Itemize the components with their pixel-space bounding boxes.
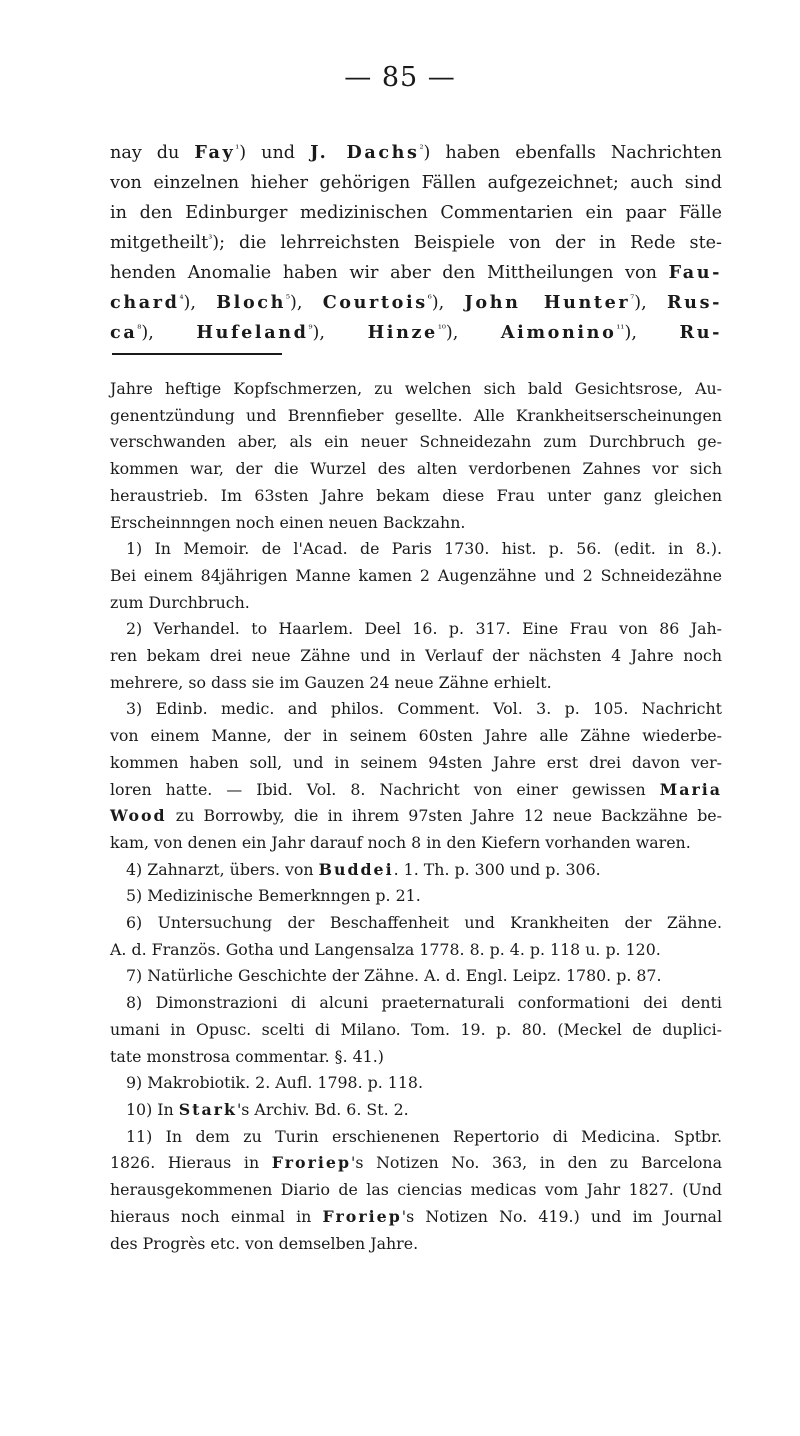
footnote-line: verschwanden aber, als ein neuer Schneidezahn zum Durchbruch ge- bbox=[110, 432, 722, 452]
author-name: Fay bbox=[194, 142, 236, 163]
footnote-line: umani in Opusc. scelti di Milano. Tom. 19. p. 80. (Meckel de duplici- bbox=[110, 1019, 722, 1039]
footnote-line: 1) In Memoir. de l'Acad. de Paris 1730. hist. p. 56. (edit. in 8.). bbox=[126, 539, 722, 559]
text-run: henden Anomalie haben wir aber den Mittheilungen von bbox=[110, 263, 669, 283]
footnote-ref: ⁵ bbox=[285, 294, 290, 305]
person-name: Stark bbox=[178, 1099, 237, 1119]
footnote-ref: ¹⁰ bbox=[437, 324, 446, 335]
footnote-ref: ⁸ bbox=[137, 324, 142, 335]
footnote-ref: ⁶ bbox=[427, 294, 432, 305]
footnote-line: 8) Dimonstrazioni di alcuni praeternaturali conformationi dei denti bbox=[126, 993, 722, 1013]
footnote-ref: ¹ bbox=[235, 144, 240, 155]
author-name: Ru- bbox=[679, 322, 722, 343]
text-run: 's Notizen No. 363, in den zu Barcelona bbox=[351, 1153, 722, 1173]
footnote-line: Jahre heftige Kopfschmerzen, zu welchen sich bald Gesichtsrose, Au- bbox=[110, 379, 722, 398]
text-run: 1826. Hieraus in bbox=[110, 1153, 272, 1173]
author-name: John Hunter bbox=[464, 292, 631, 313]
author-name: ca bbox=[110, 322, 138, 343]
author-name: Aimonino bbox=[500, 322, 617, 343]
text-run: ), bbox=[634, 293, 667, 313]
footnote-line: kommen haben soll, und in seinem 94sten Jahre erst drei davon ver- bbox=[110, 752, 722, 772]
footnote-ref: ⁹ bbox=[308, 324, 313, 335]
author-name: Fau- bbox=[668, 262, 722, 283]
author-name: Hufeland bbox=[196, 322, 309, 343]
text-run: loren hatte. — Ibid. Vol. 8. Nachricht von einer gewissen bbox=[110, 779, 660, 799]
text-run: ), bbox=[624, 323, 680, 343]
footnote-ref: ³ bbox=[208, 234, 213, 245]
footnote-line: 11) In dem zu Turin erschienenen Repertorio di Medicina. Sptbr. bbox=[126, 1126, 722, 1146]
main-text-line bbox=[110, 138, 722, 168]
footnote-line: des Progrès etc. von demselben Jahre. bbox=[110, 1233, 419, 1253]
main-text-line: in den Edinburger medizinischen Commentarien ein paar Fälle bbox=[110, 203, 722, 223]
footnote-line bbox=[110, 857, 722, 884]
text-run: ), bbox=[445, 323, 501, 343]
person-name: Froriep bbox=[322, 1206, 402, 1226]
footnote-line: von einem Manne, der in seinem 60sten Jahre alle Zähne wiederbe- bbox=[110, 726, 722, 746]
footnote-line: genentzündung und Brennfieber gesellte. Alle Krankheitserscheinungen bbox=[110, 405, 722, 425]
main-text-line bbox=[110, 288, 722, 318]
person-name: Wood bbox=[110, 806, 167, 826]
author-name: Rus- bbox=[666, 292, 722, 313]
text-run: 4) Zahnarzt, übers. von bbox=[126, 859, 319, 879]
footnote-line bbox=[110, 1097, 722, 1124]
footnote-line: zum Durchbruch. bbox=[110, 592, 250, 612]
footnote-line: ren bekam drei neue Zähne und in Verlauf der nächsten 4 Jahre noch bbox=[110, 646, 722, 666]
main-text-line: von einzelnen hieher gehörigen Fällen aufgezeichnet; auch sind bbox=[110, 173, 722, 193]
person-name: Froriep bbox=[271, 1153, 351, 1173]
text-run: ) und bbox=[239, 143, 311, 163]
footnote-line: 7) Natürliche Geschichte der Zähne. A. d. Engl. Leipz. 1780. p. 87. bbox=[126, 966, 662, 986]
footnote-line: Erscheinnngen noch einen neuen Backzahn. bbox=[110, 512, 466, 532]
main-text-line bbox=[110, 318, 722, 348]
footnote-line: heraustrieb. Im 63sten Jahre bekam diese Frau unter ganz gleichen bbox=[110, 485, 722, 505]
footnote-ref: ⁴ bbox=[179, 294, 184, 305]
text-run: ), bbox=[431, 293, 465, 313]
footnote-line: 9) Makrobiotik. 2. Aufl. 1798. p. 118. bbox=[126, 1073, 423, 1093]
text-run: ), bbox=[290, 293, 323, 313]
footnote-line: kommen war, der die Wurzel des alten verdorbenen Zahnes vor sich bbox=[110, 459, 722, 479]
text-run: ); die lehrreichsten Beispiele von der in Rede ste- bbox=[212, 233, 722, 253]
text-run: nay du bbox=[110, 143, 195, 163]
text-run: 's Notizen No. 419.) und im Journal bbox=[401, 1206, 722, 1226]
page-number: — 85 — bbox=[344, 62, 456, 93]
footnote-line: A. d. Französ. Gotha und Langensalza 1778. 8. p. 4. p. 118 u. p. 120. bbox=[110, 939, 661, 959]
text-run: ) haben ebenfalls Nachrichten bbox=[423, 143, 722, 163]
footnote-line: herausgekommenen Diario de las ciencias medicas vom Jahr 1827. (Und bbox=[110, 1180, 722, 1200]
footnote-line: 3) Edinb. medic. and philos. Comment. Vol. 3. p. 105. Nachricht bbox=[126, 699, 722, 719]
main-text-line bbox=[110, 258, 722, 288]
text-run: hieraus noch einmal in bbox=[110, 1206, 323, 1226]
text-run: ), bbox=[183, 293, 217, 313]
footnote-ref: ⁷ bbox=[630, 294, 635, 305]
footnote-line: 2) Verhandel. to Haarlem. Deel 16. p. 317. Eine Frau von 86 Jah- bbox=[126, 619, 722, 639]
person-name: Maria bbox=[659, 779, 722, 799]
text-run: 's Archiv. Bd. 6. St. 2. bbox=[236, 1099, 409, 1119]
footnote-ref: ¹¹ bbox=[616, 324, 625, 335]
footnote-line: kam, von denen ein Jahr darauf noch 8 in den Kiefern vorhanden waren. bbox=[110, 832, 691, 852]
author-name: Hinze bbox=[367, 322, 438, 343]
text-run: ), bbox=[141, 323, 197, 343]
footnote-line: Bei einem 84jährigen Manne kamen 2 Augenzähne und 2 Schneidezähne bbox=[110, 565, 722, 585]
main-text-line bbox=[110, 228, 722, 258]
footnote-line bbox=[110, 1150, 722, 1177]
footnote-line bbox=[110, 777, 722, 804]
text-run: ), bbox=[312, 323, 368, 343]
footnote-line: tate monstrosa commentar. §. 41.) bbox=[110, 1046, 384, 1066]
footnote-line: 6) Untersuchung der Beschaffenheit und Krankheiten der Zähne. bbox=[126, 913, 722, 933]
footnote-line: 5) Medizinische Bemerknngen p. 21. bbox=[126, 886, 421, 906]
footnote-divider bbox=[112, 353, 282, 355]
footnote-line bbox=[110, 1204, 722, 1231]
author-name: chard bbox=[110, 292, 180, 313]
text-run: . 1. Th. p. 300 und p. 306. bbox=[393, 859, 601, 879]
author-name: Bloch bbox=[216, 292, 286, 313]
footnote-line: mehrere, so dass sie im Gauzen 24 neue Zähne erhielt. bbox=[110, 672, 552, 692]
text-run: 10) In bbox=[126, 1099, 179, 1119]
text-run: zu Borrowby, die in ihrem 97sten Jahre 12 neue Backzähne be- bbox=[166, 806, 722, 826]
author-name: Courtois bbox=[322, 292, 428, 313]
footnotes-block bbox=[110, 376, 722, 1257]
footnote-line bbox=[110, 803, 722, 830]
text-run: mitgetheilt bbox=[110, 233, 209, 253]
main-text-block bbox=[110, 138, 722, 348]
footnote-ref: ² bbox=[419, 144, 424, 155]
author-name: J. Dachs bbox=[310, 142, 420, 163]
person-name: Buddei bbox=[318, 859, 394, 879]
